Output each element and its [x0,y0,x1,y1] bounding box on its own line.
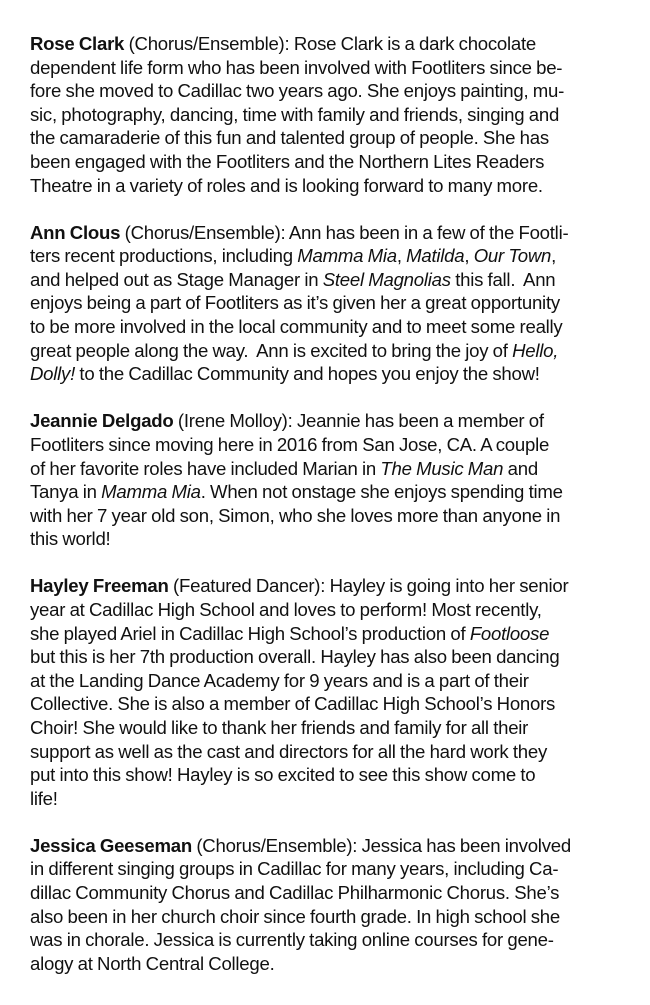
bio-text: and helped out as Stage Manager in [30,268,323,290]
bio-text: with her 7 year old son, Simon, who she loves more than anyone in [30,504,561,526]
bio-text: been engaged with the Footliters and the Northern Lites Readers [30,150,545,172]
bio-text: , [551,245,557,267]
bio-text: put into this show! Hayley is so excited to see this show come to [30,764,536,786]
bio-text: ters recent productions, including [30,245,298,267]
bio-jessica-geeseman [30,834,624,976]
bio-text: of her favorite roles have included Marian in [30,457,381,479]
bio-text: Tanya in [30,481,102,503]
bio-text: to be more involved in the local community and to meet some really [30,316,563,338]
bio-jeannie-delgado [30,409,624,551]
bio-text: dependent life form who has been involved with Footliters since be- [30,56,563,78]
bio-text: at the Landing Dance Academy for 9 years and is a part of their [30,669,529,691]
cast-role: (Irene Molloy): [173,410,297,432]
bio-hayley-freeman [30,574,624,810]
bio-text: Ann has been in a few of the Footli- [288,221,569,243]
bio-text: sic, photography, dancing, time with family and friends, singing and [30,103,560,125]
cast-role: (Chorus/Ensemble): [124,33,294,54]
bio-text: and [503,457,538,479]
show-title: The Music Man [380,457,504,479]
bio-text: support as well as the cast and directors for all the hard work they [30,740,548,762]
bio-text: also been in her church choir since fourth grade. In high school she [30,905,560,927]
bio-text: to the Cadillac Community and hopes you enjoy the show! [75,363,540,385]
cast-name: Ann Clous [30,221,121,243]
bio-text: was in chorale. Jessica is currently taking online courses for gene- [30,929,554,951]
bio-text: great people along the way. Ann is excited to bring the joy of [30,339,513,361]
bio-text: enjoys being a part of Footliters as it’s given her a great opportunity [30,292,560,314]
bio-text: Jeannie has been a member of [296,410,544,432]
bio-text: this fall. Ann [450,268,556,290]
bio-text: life! [30,787,58,809]
bio-text: in different singing groups in Cadillac for many years, including Ca- [30,858,559,880]
bio-text: year at Cadillac High School and loves to perform! Most recently, [30,598,542,620]
bio-text: she played Ariel in Cadillac High School’s production of [30,622,470,644]
show-title: Our Town [473,245,552,267]
cast-name: Jeannie Delgado [30,410,174,432]
bio-text: alogy at North Central College. [30,952,275,974]
bio-text: Hayley is going into her senior [329,575,569,597]
cast-name: Hayley Freeman [30,575,169,597]
cast-name: Jessica Geeseman [30,834,192,856]
show-title: Steel Magnolias [322,268,451,290]
show-title: Hello, [512,339,559,361]
bio-text: Collective. She is also a member of Cadillac High School’s Honors [30,693,556,715]
show-title: Mamma Mia [297,245,397,267]
bio-text: Theatre in a variety of roles and is looking forward to many more. [30,174,543,196]
bio-text: Jessica has been involved [361,834,571,856]
bio-text: fore she moved to Cadillac two years ago. She enjoys painting, mu- [30,80,565,102]
cast-role: (Chorus/Ensemble): [191,834,362,856]
bio-text: Footliters since moving here in 2016 from San Jose, CA. A couple [30,433,550,455]
bio-ann-clous [30,221,624,386]
bio-text: dillac Community Chorus and Cadillac Philharmonic Chorus. She’s [30,882,560,903]
cast-role: (Featured Dancer): [168,575,330,597]
bio-text: , [396,245,407,267]
bio-text: . When not onstage she enjoys spending time [200,481,563,503]
bio-rose-clark [30,32,624,197]
bio-text: Choir! She would like to thank her friends and family for all their [30,716,529,738]
show-title: Dolly! [30,363,75,385]
cast-name: Rose Clark [30,33,125,54]
show-title: Footloose [469,622,550,644]
show-title: Matilda [406,245,465,267]
bio-text: , [464,245,474,267]
bio-text: the camaraderie of this fun and talented group of people. She has [30,127,549,149]
bio-text: this world! [30,528,111,550]
bio-text: Rose Clark is a dark chocolate [293,33,536,54]
show-title: Mamma Mia [101,481,201,503]
bio-text: but this is her 7th production overall. Hayley has also been dancing [30,646,560,668]
cast-role: (Chorus/Ensemble): [120,221,289,243]
